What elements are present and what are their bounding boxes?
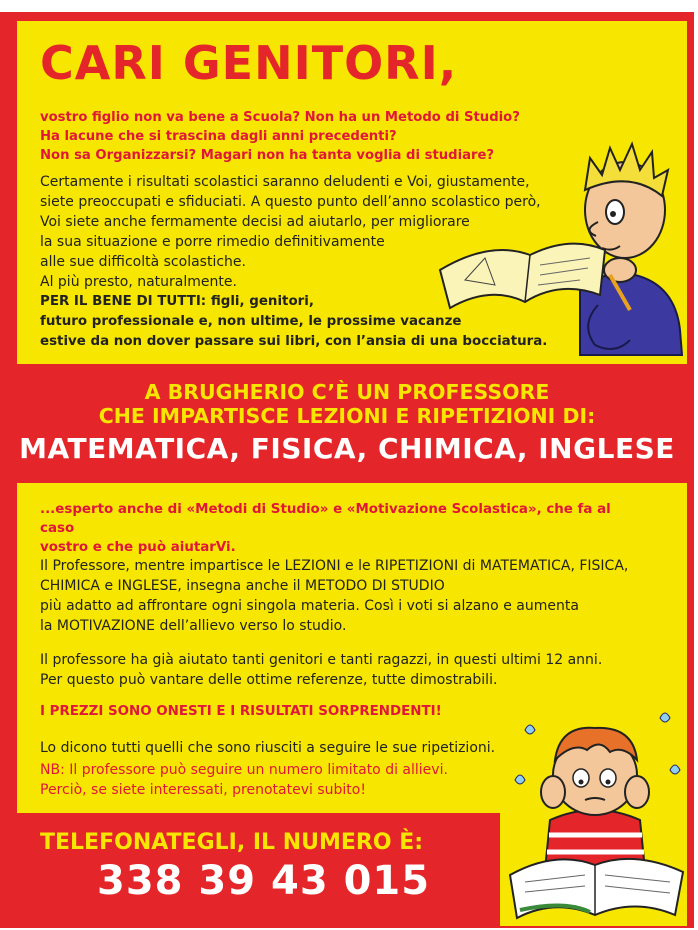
expert-lead	[40, 500, 640, 557]
method-line: CHIMICA e INGLESE, insegna anche il METODO DI STUDIO	[40, 578, 445, 594]
method-line: Il Professore, mentre impartisce le LEZIONI e le RIPETIZIONI di MATEMATICA, FISICA,	[40, 558, 629, 574]
note-line: Perciò, se siete interessati, prenotatevi subito!	[40, 782, 366, 798]
page-title: CARI GENITORI,	[40, 36, 458, 90]
announcement-line: A BRUGHERIO C’È UN PROFESSORE	[144, 380, 550, 404]
paragraph-line: la sua situazione e porre rimedio definitivamente	[40, 234, 385, 250]
method-line: la MOTIVAZIONE dell’allievo verso lo studio.	[40, 618, 347, 634]
lead-line: ...esperto anche di «Metodi di Studio» e «Motivazione Scolastica», che fa al caso	[40, 502, 611, 536]
announcement-line: CHE IMPARTISCE LEZIONI E RIPETIZIONI DI:	[98, 404, 596, 428]
question-line: Ha lacune che si trascina dagli anni precedenti?	[40, 129, 397, 144]
paragraph-line: siete preoccupati e sfiduciati. A questo punto dell’anno scolastico però,	[40, 194, 541, 210]
references-line: Per questo può vantare delle ottime referenze, tutte dimostrabili.	[40, 672, 498, 688]
references-line: Il professore ha già aiutato tanti genitori e tanti ragazzi, in questi ultimi 12 anni.	[40, 652, 603, 668]
call-label: TELEFONATEGLI, IL NUMERO È:	[40, 830, 424, 855]
question-line: vostro figlio non va bene a Scuola? Non ha un Metodo di Studio?	[40, 110, 520, 125]
references-paragraph	[40, 650, 660, 690]
method-line: più adatto ad affrontare ogni singola materia. Così i voti si alzano e aumenta	[40, 598, 579, 614]
prices-statement: I PREZZI SONO ONESTI E I RISULTATI SORPRENDENTI!	[40, 704, 442, 719]
testimony-line: Lo dicono tutti quelli che sono riusciti a seguire le sue ripetizioni.	[40, 740, 496, 756]
method-paragraph	[40, 556, 660, 636]
subjects-list: MATEMATICA, FISICA, CHIMICA, INGLESE	[19, 432, 675, 465]
professor-announcement	[0, 380, 694, 428]
lead-line: vostro e che può aiutarVi.	[40, 540, 236, 555]
stressed-boy-illustration	[505, 700, 687, 925]
bold-line: estive da non dover passare sui libri, con l’ansia di una bocciatura.	[40, 334, 548, 349]
phone-number[interactable]: 338 39 43 015	[97, 858, 431, 904]
thinking-boy-illustration	[430, 130, 686, 360]
paragraph-line: Al più presto, naturalmente.	[40, 274, 237, 290]
bold-line: futuro professionale e, non ultime, le prossime vacanze	[40, 314, 462, 329]
paragraph-line: Voi siete anche fermamente decisi ad aiutarlo, per migliorare	[40, 214, 470, 230]
question-line: Non sa Organizzarsi? Magari non ha tanta voglia di studiare?	[40, 148, 495, 163]
bold-line: PER IL BENE DI TUTTI: figli, genitori,	[40, 294, 314, 309]
note-line: NB: Il professore può seguire un numero limitato di allievi.	[40, 762, 448, 778]
limited-places-note	[40, 760, 500, 800]
paragraph-line: alle sue difficoltà scolastiche.	[40, 254, 246, 270]
paragraph-line: Certamente i risultati scolastici saranno deludenti e Voi, giustamente,	[40, 174, 530, 190]
